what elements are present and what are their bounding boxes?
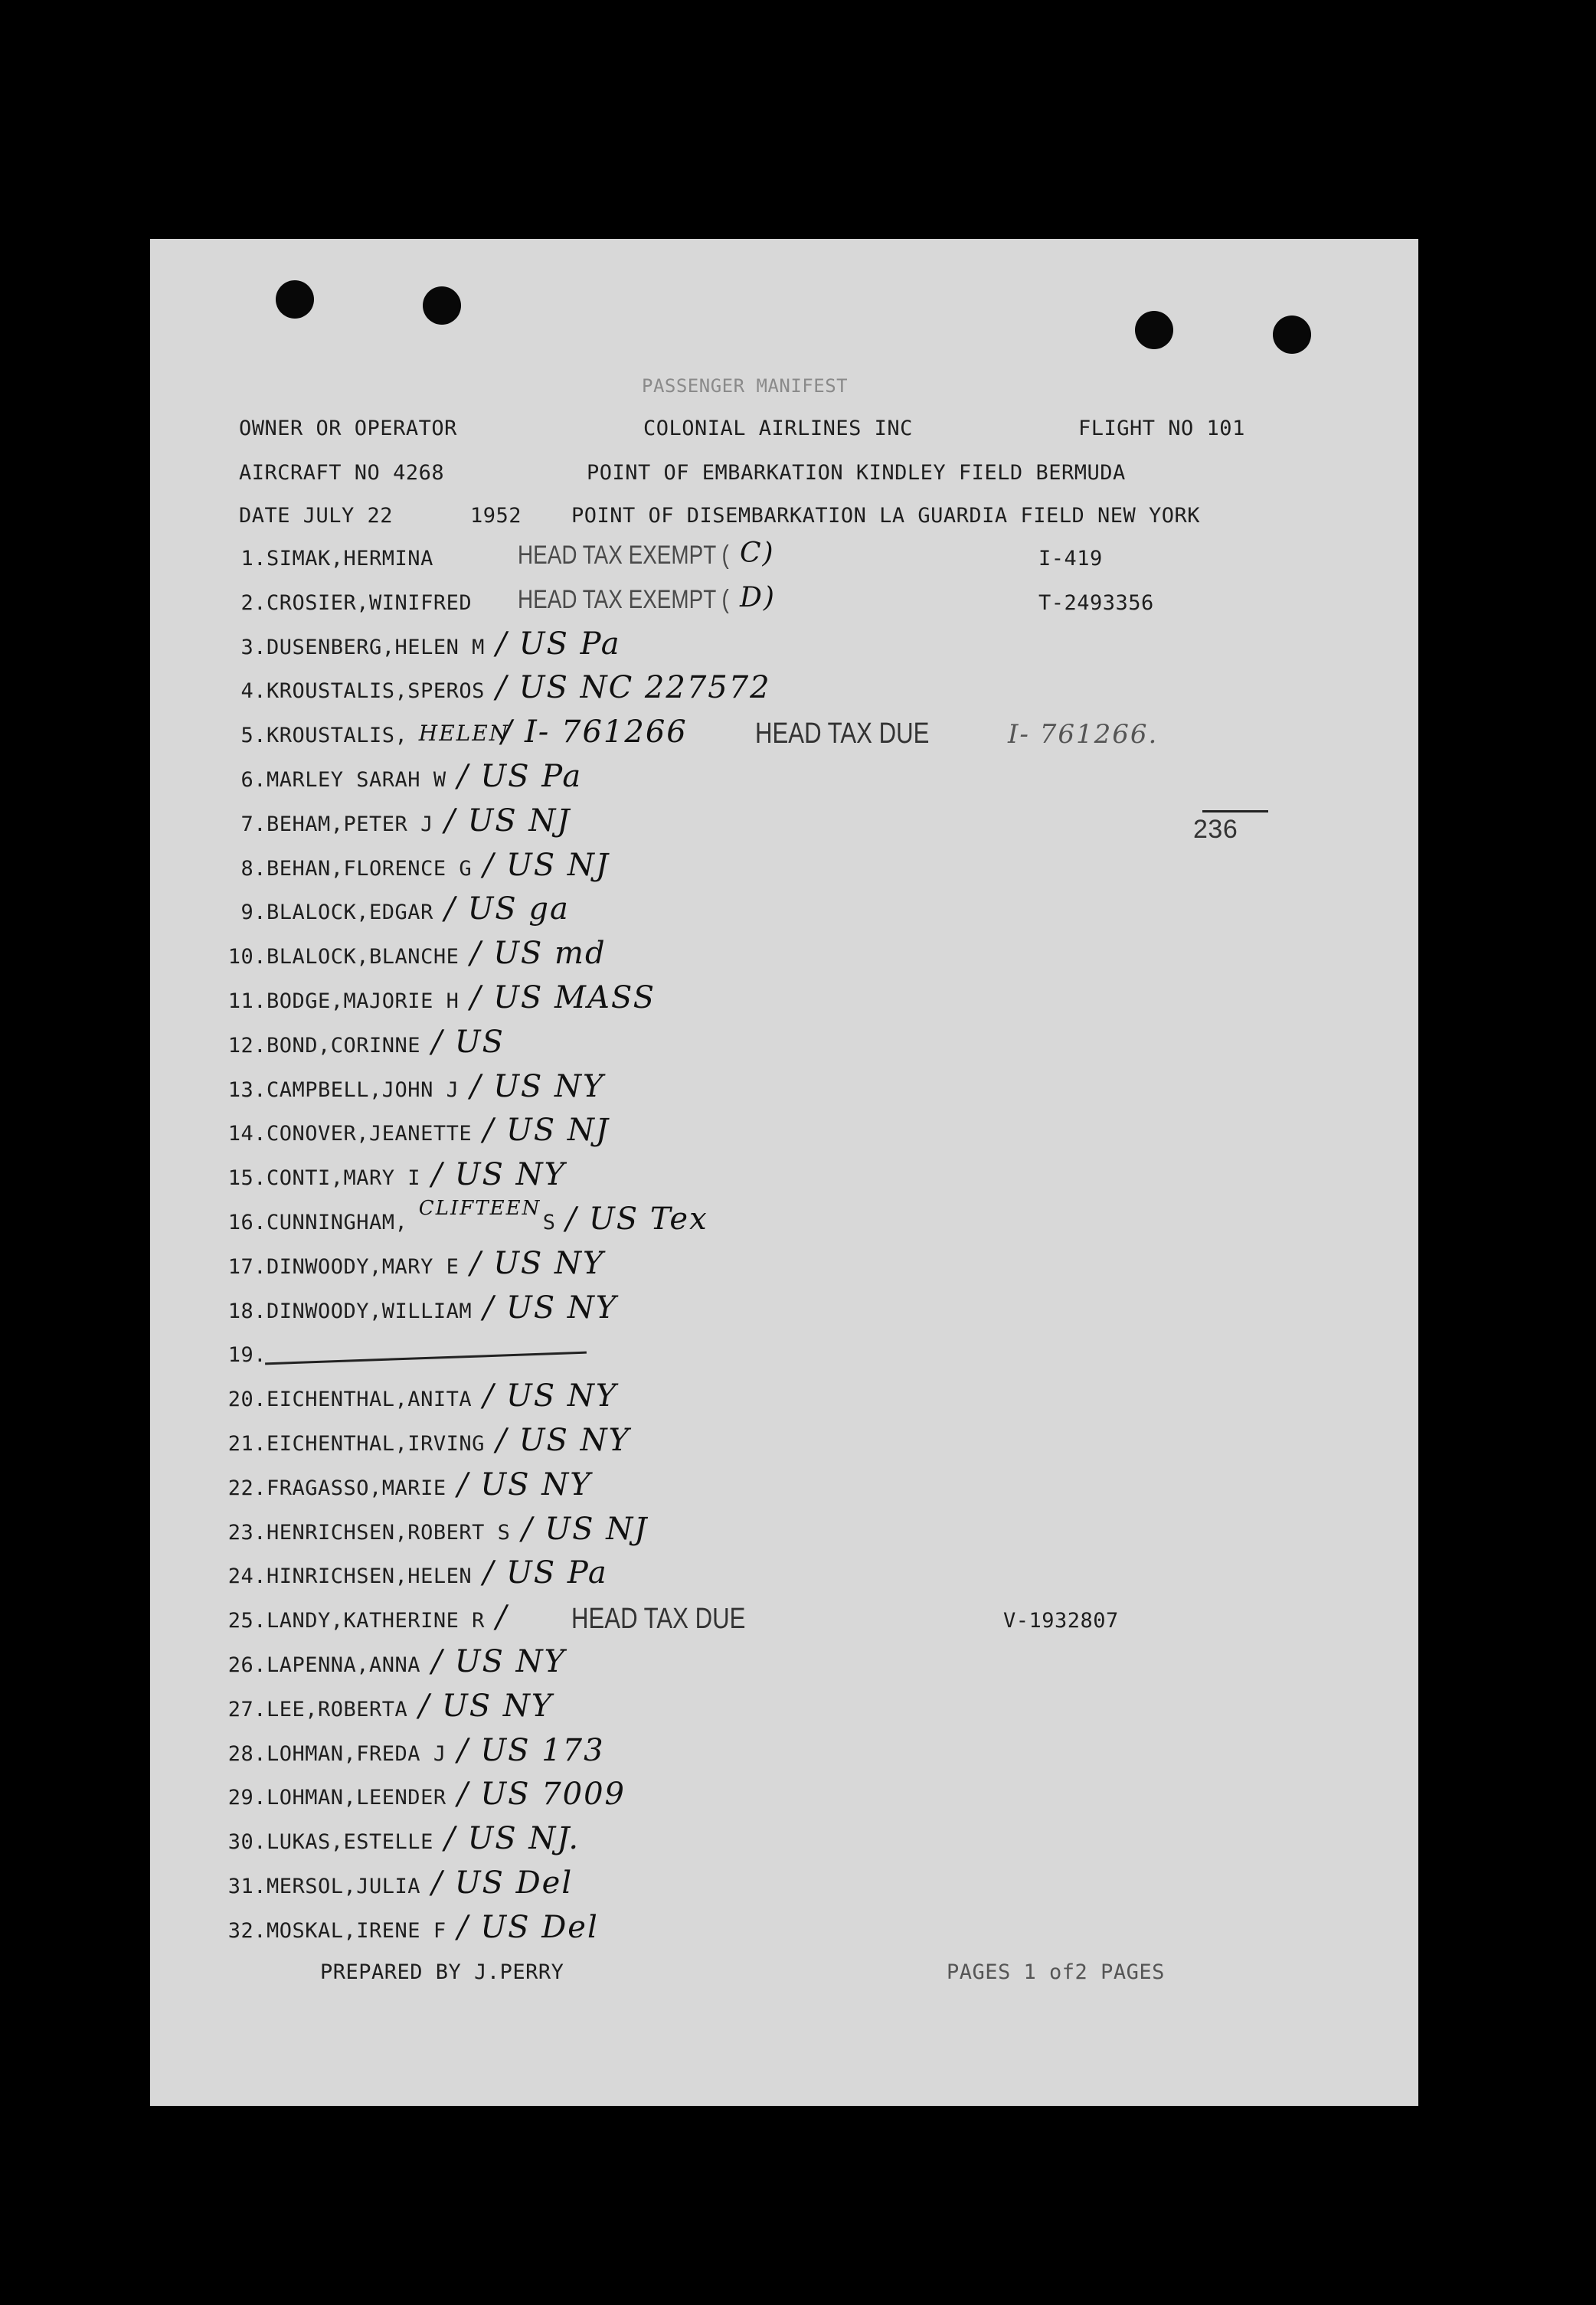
document-number: I-419 xyxy=(1038,547,1103,571)
head-tax-stamp: HEAD TAX EXEMPT ( xyxy=(518,584,729,614)
passenger-name: HINRICHSEN,HELEN xyxy=(267,1564,473,1589)
passenger-row xyxy=(150,1157,1418,1200)
passenger-row xyxy=(150,538,1418,580)
passenger-name: BLALOCK,BLANCHE xyxy=(267,945,460,969)
passenger-name: CROSIER,WINIFRED xyxy=(267,590,473,615)
passenger-number: 26. xyxy=(227,1653,267,1677)
handwritten-citizenship: / US NY xyxy=(470,1245,605,1281)
passenger-name: HENRICHSEN,ROBERT S xyxy=(267,1520,511,1545)
handwritten-mark: D) xyxy=(740,581,776,613)
passenger-row xyxy=(150,1512,1418,1555)
passenger-row xyxy=(150,1689,1418,1731)
passenger-row xyxy=(150,1821,1418,1864)
head-tax-due-stamp: HEAD TAX DUE xyxy=(755,718,930,750)
handwritten-document-number: I- 761266. xyxy=(1008,719,1159,750)
passenger-number: 27. xyxy=(227,1697,267,1721)
handwritten-citizenship: / US ga xyxy=(444,891,570,927)
passenger-number: 7. xyxy=(240,812,267,836)
passenger-row xyxy=(150,1733,1418,1776)
passenger-number: 24. xyxy=(227,1564,267,1589)
passenger-name: EICHENTHAL,ANITA xyxy=(267,1388,473,1412)
passenger-row xyxy=(150,848,1418,891)
passenger-number: 8. xyxy=(240,856,267,881)
passenger-row xyxy=(150,1467,1418,1510)
passenger-number: 23. xyxy=(227,1520,267,1545)
passenger-number: 30. xyxy=(227,1830,267,1855)
passenger-row xyxy=(150,1600,1418,1643)
passenger-name: CONOVER,JEANETTE xyxy=(267,1122,473,1146)
passenger-initial: S xyxy=(542,1211,556,1234)
passenger-name: BODGE,MAJORIE H xyxy=(267,989,460,1013)
passenger-number: 21. xyxy=(227,1432,267,1456)
manifest-page xyxy=(150,239,1418,2106)
passenger-number: 31. xyxy=(227,1875,267,1898)
passenger-number: 29. xyxy=(227,1786,267,1810)
passenger-row xyxy=(150,1644,1418,1687)
passenger-number: 25. xyxy=(227,1609,267,1633)
document-number: V-1932807 xyxy=(1003,1609,1119,1633)
handwritten-citizenship: / US Pa xyxy=(495,626,621,662)
passenger-row xyxy=(150,1423,1418,1466)
punch-hole xyxy=(1273,316,1311,354)
handwritten-citizenship: / US 173 xyxy=(457,1732,605,1768)
passenger-row xyxy=(150,891,1418,934)
passenger-name: DUSENBERG,HELEN M xyxy=(267,635,485,659)
passenger-number: 3. xyxy=(240,635,267,659)
handwritten-citizenship: / US NJ xyxy=(444,803,571,839)
page-number-strike xyxy=(1202,810,1268,812)
passenger-number: 5. xyxy=(240,724,267,748)
passenger-row xyxy=(150,1069,1418,1112)
passenger-row xyxy=(150,582,1418,625)
passenger-number: 28. xyxy=(227,1741,267,1766)
passenger-number: 16. xyxy=(227,1211,267,1234)
passenger-number: 22. xyxy=(227,1476,267,1500)
passenger-row xyxy=(150,1197,1418,1244)
passenger-number: 13. xyxy=(227,1077,267,1102)
passenger-row xyxy=(150,759,1418,802)
passenger-number: 11. xyxy=(227,989,267,1013)
handwritten-citizenship: / US NJ xyxy=(482,1113,610,1149)
head-tax-due-stamp: HEAD TAX DUE xyxy=(571,1603,746,1636)
passenger-row xyxy=(150,626,1418,669)
handwritten-citizenship: / I- 761266 xyxy=(501,714,688,750)
handwritten-citizenship: / US NY xyxy=(418,1688,554,1724)
passenger-number: 10. xyxy=(227,945,267,969)
handwritten-citizenship: / US NY xyxy=(431,1157,567,1193)
passenger-number: 12. xyxy=(227,1033,267,1058)
prepared-by: PREPARED BY J.PERRY xyxy=(320,1960,564,1984)
passenger-number: 18. xyxy=(227,1299,267,1323)
passenger-number: 15. xyxy=(227,1166,267,1191)
passenger-number: 6. xyxy=(240,768,267,792)
passenger-number: 19. xyxy=(227,1343,267,1368)
passenger-row xyxy=(150,1378,1418,1421)
passenger-number: 20. xyxy=(227,1388,267,1412)
passenger-row xyxy=(150,1113,1418,1156)
passenger-number: 32. xyxy=(227,1918,267,1943)
page-number: 236 xyxy=(1193,815,1238,844)
passenger-name: CUNNINGHAM, xyxy=(267,1211,408,1234)
passenger-name: DINWOODY,MARY E xyxy=(267,1254,460,1279)
owner-label: OWNER OR OPERATOR xyxy=(239,417,457,440)
passenger-name: KROUSTALIS, xyxy=(267,724,408,748)
passenger-row xyxy=(150,936,1418,979)
flight-year: 1952 xyxy=(470,504,522,528)
operator-name: COLONIAL AIRLINES INC xyxy=(643,417,913,440)
passenger-number: 17. xyxy=(227,1254,267,1279)
passenger-row xyxy=(150,714,1418,757)
handwritten-citizenship: / US xyxy=(431,1024,505,1060)
handwritten-citizenship: / US NY xyxy=(495,1423,631,1458)
handwritten-citizenship: / US NJ xyxy=(522,1511,649,1547)
passenger-name: LEE,ROBERTA xyxy=(267,1697,408,1721)
passenger-name: BEHAN,FLORENCE G xyxy=(267,856,473,881)
handwritten-citizenship: / US NY xyxy=(457,1466,592,1502)
handwritten-citizenship: / US NJ. xyxy=(444,1821,581,1857)
passenger-row xyxy=(150,1246,1418,1289)
handwritten-citizenship: / US NC 227572 xyxy=(495,670,771,706)
passenger-name: MOSKAL,IRENE F xyxy=(267,1918,446,1943)
passenger-name: LANDY,KATHERINE R xyxy=(267,1609,485,1633)
strikethrough-line xyxy=(265,1352,587,1365)
handwritten-citizenship: / US md xyxy=(470,936,607,972)
passenger-row xyxy=(150,980,1418,1023)
passenger-name: FRAGASSO,MARIE xyxy=(267,1476,446,1500)
head-tax-stamp: HEAD TAX EXEMPT ( xyxy=(518,541,729,570)
passenger-row xyxy=(150,1025,1418,1067)
passenger-row xyxy=(150,1865,1418,1908)
page-count: PAGES 1 of2 PAGES xyxy=(947,1960,1165,1984)
handwritten-citizenship: / US Del xyxy=(457,1909,599,1945)
handwritten-citizenship: / US MASS xyxy=(470,980,656,1015)
passenger-name: LOHMAN,FREDA J xyxy=(267,1741,446,1766)
handwritten-citizenship: / US NY xyxy=(470,1068,605,1104)
handwritten-citizenship: / US NY xyxy=(482,1290,618,1326)
passenger-row xyxy=(150,1290,1418,1333)
flight-number: FLIGHT NO 101 xyxy=(1078,417,1245,440)
handwritten-citizenship: / US Tex xyxy=(565,1202,708,1237)
passenger-name: LUKAS,ESTELLE xyxy=(267,1830,433,1855)
handwritten-mark: C) xyxy=(740,538,775,569)
passenger-name: CAMPBELL,JOHN J xyxy=(267,1077,460,1102)
passenger-number: 4. xyxy=(240,679,267,704)
handwritten-first-name: CLIFTEEN xyxy=(418,1197,541,1220)
passenger-name: LAPENNA,ANNA xyxy=(267,1653,421,1677)
handwritten-citizenship: / US NJ xyxy=(482,847,610,883)
passenger-name: SIMAK,HERMINA xyxy=(267,547,433,571)
passenger-name: LOHMAN,LEENDER xyxy=(267,1786,446,1810)
passenger-row xyxy=(150,1555,1418,1598)
handwritten-citizenship: / US 7009 xyxy=(457,1777,626,1813)
passenger-row xyxy=(150,1777,1418,1819)
passenger-name: CONTI,MARY I xyxy=(267,1166,421,1191)
aircraft-number: AIRCRAFT NO 4268 xyxy=(239,461,445,485)
passenger-row xyxy=(150,1334,1418,1377)
handwritten-citizenship: / US Pa xyxy=(482,1555,608,1591)
passenger-name: MERSOL,JULIA xyxy=(267,1875,421,1898)
passenger-row xyxy=(150,1910,1418,1953)
passenger-name: BLALOCK,EDGAR xyxy=(267,901,433,925)
passenger-number: 1. xyxy=(240,547,267,571)
passenger-name: BOND,CORINNE xyxy=(267,1033,421,1058)
handwritten-citizenship: / US NY xyxy=(431,1644,567,1679)
passenger-number: 14. xyxy=(227,1122,267,1146)
embarkation-point: POINT OF EMBARKATION KINDLEY FIELD BERMUDA xyxy=(587,461,1126,485)
passenger-number: 2. xyxy=(240,590,267,615)
punch-hole xyxy=(276,280,314,319)
document-number: T-2493356 xyxy=(1038,590,1154,615)
form-title: PASSENGER MANIFEST xyxy=(642,375,849,397)
handwritten-citizenship: / US NY xyxy=(482,1378,618,1414)
passenger-name: BEHAM,PETER J xyxy=(267,812,433,836)
disembarkation-point: POINT OF DISEMBARKATION LA GUARDIA FIELD NEW YORK xyxy=(571,504,1201,528)
punch-hole xyxy=(1135,311,1173,349)
passenger-row xyxy=(150,670,1418,713)
passenger-name: EICHENTHAL,IRVING xyxy=(267,1432,485,1456)
passenger-name: KROUSTALIS,SPEROS xyxy=(267,679,485,704)
handwritten-first-name: HELEN xyxy=(418,721,510,747)
handwritten-citizenship: / xyxy=(495,1600,509,1636)
handwritten-citizenship: / US Pa xyxy=(457,759,583,794)
handwritten-citizenship: / US Del xyxy=(431,1865,574,1901)
flight-date: DATE JULY 22 xyxy=(239,504,394,528)
punch-hole xyxy=(423,286,461,325)
passenger-number: 9. xyxy=(240,901,267,925)
passenger-name: MARLEY SARAH W xyxy=(267,768,446,792)
passenger-name: DINWOODY,WILLIAM xyxy=(267,1299,473,1323)
